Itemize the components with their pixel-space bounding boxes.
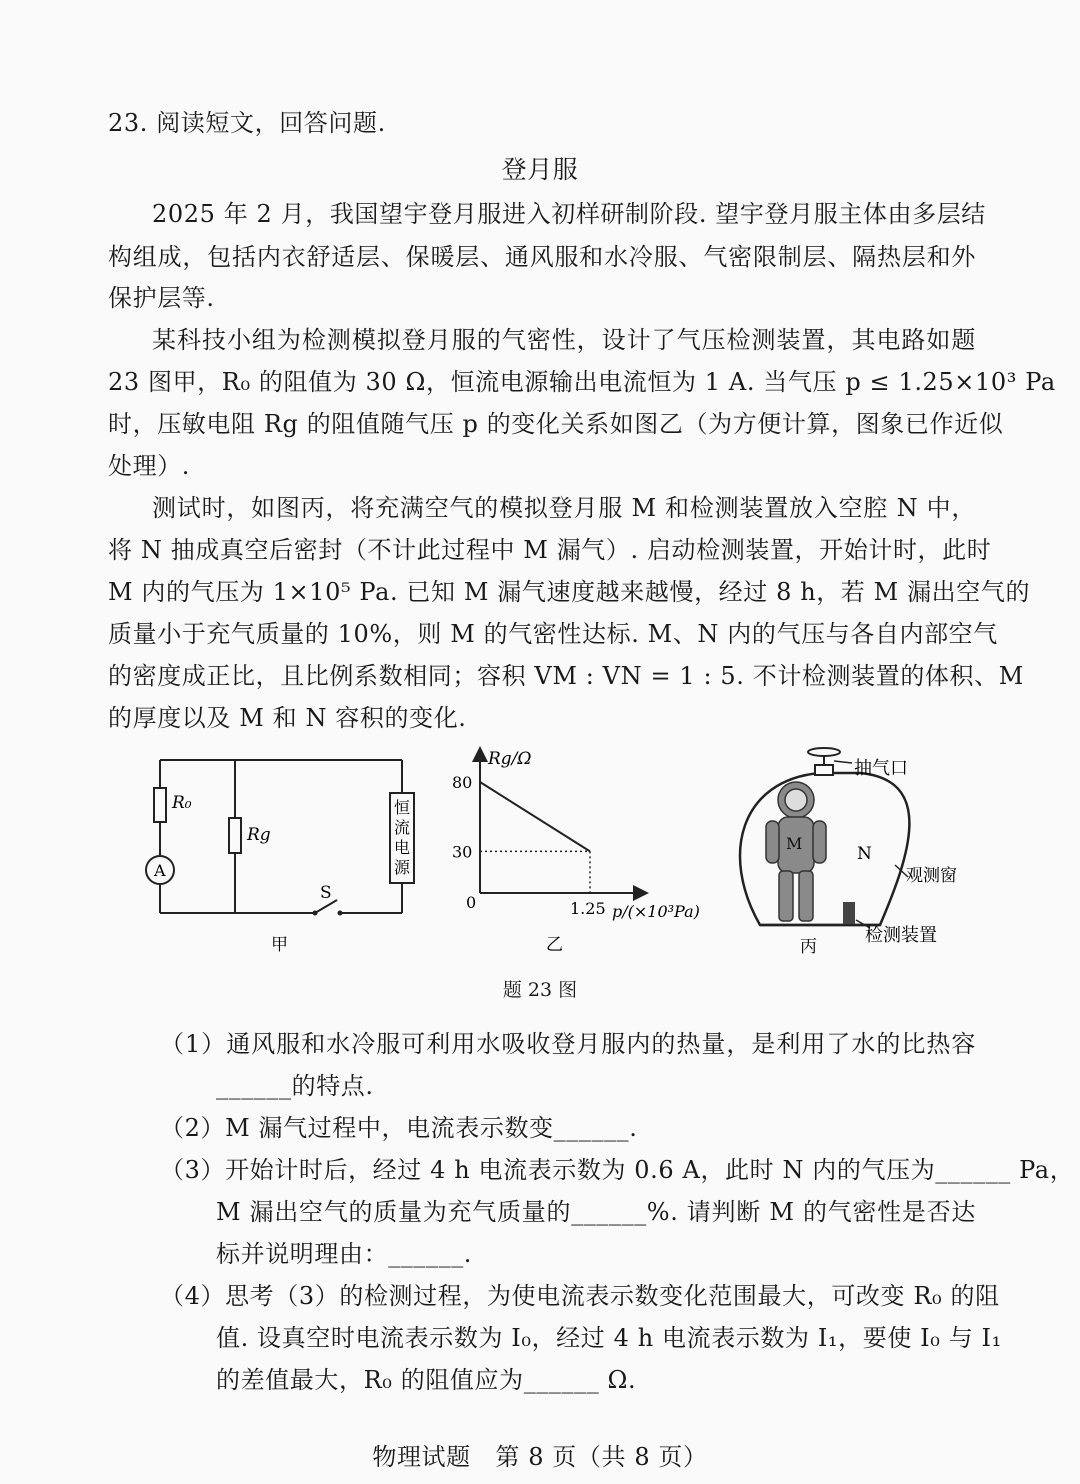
y-axis-label: Rg/Ω bbox=[488, 749, 532, 769]
question-line: （3）开始计时后，经过 4 h 电流表示数为 0.6 A，此时 N 内的气压为______ Pa， bbox=[160, 1156, 1075, 1184]
passage-title: 登月服 bbox=[501, 155, 579, 184]
question-line: 标并说明理由：______. bbox=[216, 1240, 473, 1268]
question-line: M 漏出空气的质量为充气质量的______%. 请判断 M 的气密性是否达 bbox=[216, 1198, 976, 1226]
switch-contact bbox=[313, 911, 318, 916]
switch-label: S bbox=[320, 883, 332, 903]
question-line: ______的特点. bbox=[216, 1072, 374, 1100]
rg-pressure-graph bbox=[440, 740, 730, 960]
paragraph-line: 处理）. bbox=[108, 452, 191, 480]
paragraph-line: 将 N 抽成真空后密封（不计此过程中 M 漏气）. 启动检测装置，开始计时，此时 bbox=[108, 536, 992, 564]
y-tick-label: 30 bbox=[452, 842, 473, 862]
label-n: N bbox=[857, 844, 872, 864]
paragraph-line: M 内的气压为 1×10⁵ Pa. 已知 M 漏气速度越来越慢，经过 8 h，若 M 漏出空气的 bbox=[108, 578, 1031, 606]
rg-label: Rg bbox=[247, 825, 271, 845]
paragraph-line: 时，压敏电阻 Rg 的阻值随气压 p 的变化关系如图乙（为方便计算，图象已作近似 bbox=[108, 410, 1004, 438]
question-line: （1）通风服和水冷服可利用水吸收登月服内的热量，是利用了水的比热容 bbox=[160, 1030, 976, 1058]
question-line: 值. 设真空时电流表示数为 I₀，经过 4 h 电流表示数为 I₁，要使 I₀ 与 I₁ bbox=[216, 1324, 1002, 1352]
test-chamber-diagram bbox=[730, 745, 980, 960]
window-label: 观测窗 bbox=[906, 866, 957, 886]
device-label: 检测装置 bbox=[865, 925, 937, 946]
figure-caption-yi: 乙 bbox=[546, 935, 563, 955]
r0-label: R₀ bbox=[172, 793, 192, 813]
source-char: 恒 bbox=[394, 798, 411, 817]
paragraph-line: 的厚度以及 M 和 N 容积的变化. bbox=[108, 704, 467, 732]
outlet-valve bbox=[808, 748, 840, 756]
paragraph-line: 测试时，如图丙，将充满空气的模拟登月服 M 和检测装置放入空腔 N 中， bbox=[152, 494, 976, 522]
question-header: 23. 阅读短文，回答问题. bbox=[108, 109, 386, 137]
question-line: （4）思考（3）的检测过程，为使电流表示数变化范围最大，可改变 R₀ 的阻 bbox=[160, 1282, 1000, 1310]
rg-resistor bbox=[229, 818, 241, 853]
detector-device bbox=[843, 902, 855, 924]
question-line: 的差值最大，R₀ 的阻值应为______ Ω. bbox=[216, 1366, 637, 1394]
circuit-diagram bbox=[130, 745, 430, 960]
y-tick-label: 80 bbox=[452, 773, 473, 792]
page-footer: 物理试题 第 8 页（共 8 页） bbox=[372, 1443, 708, 1471]
paragraph-line: 2025 年 2 月，我国望宇登月服进入初样研制阶段. 望宇登月服主体由多层结 bbox=[152, 200, 986, 228]
paragraph-line: 构组成，包括内衣舒适层、保暖层、通风服和水冷服、气密限制层、隔热层和外 bbox=[108, 243, 976, 271]
x-axis-label: p/(×10³Pa) bbox=[612, 902, 700, 921]
question-line: （2）M 漏气过程中，电流表示数变______. bbox=[160, 1114, 638, 1142]
figure-caption-bing: 丙 bbox=[800, 937, 817, 957]
figure-caption: 题 23 图 bbox=[502, 979, 578, 1001]
r0-resistor bbox=[154, 788, 166, 822]
source-char: 源 bbox=[394, 858, 411, 877]
paragraph-line: 的密度成正比，且比例系数相同；容积 VM : VN = 1 : 5. 不计检测装置的体积、M bbox=[108, 662, 1024, 690]
paragraph-line: 保护层等. bbox=[108, 284, 215, 312]
label-m: M bbox=[786, 834, 803, 853]
outlet-label: 抽气口 bbox=[854, 758, 908, 779]
switch-contact bbox=[338, 911, 343, 916]
x-tick-label: 1.25 bbox=[570, 899, 606, 918]
source-char: 电 bbox=[394, 838, 411, 857]
source-char: 流 bbox=[394, 818, 411, 837]
figure-caption-jia: 甲 bbox=[271, 935, 288, 955]
paragraph-line: 23 图甲，R₀ 的阻值为 30 Ω，恒流电源输出电流恒为 1 A. 当气压 p ≤ 1.25×10³ Pa bbox=[108, 368, 1056, 396]
rg-line bbox=[480, 782, 590, 851]
paragraph-line: 质量小于充气质量的 10%，则 M 的气密性达标. M、N 内的气压与各自内部空气 bbox=[108, 620, 998, 648]
paragraph-line: 某科技小组为检测模拟登月服的气密性，设计了气压检测装置，其电路如题 bbox=[152, 326, 976, 354]
origin-label: 0 bbox=[466, 893, 477, 912]
ammeter-label: A bbox=[154, 861, 166, 880]
